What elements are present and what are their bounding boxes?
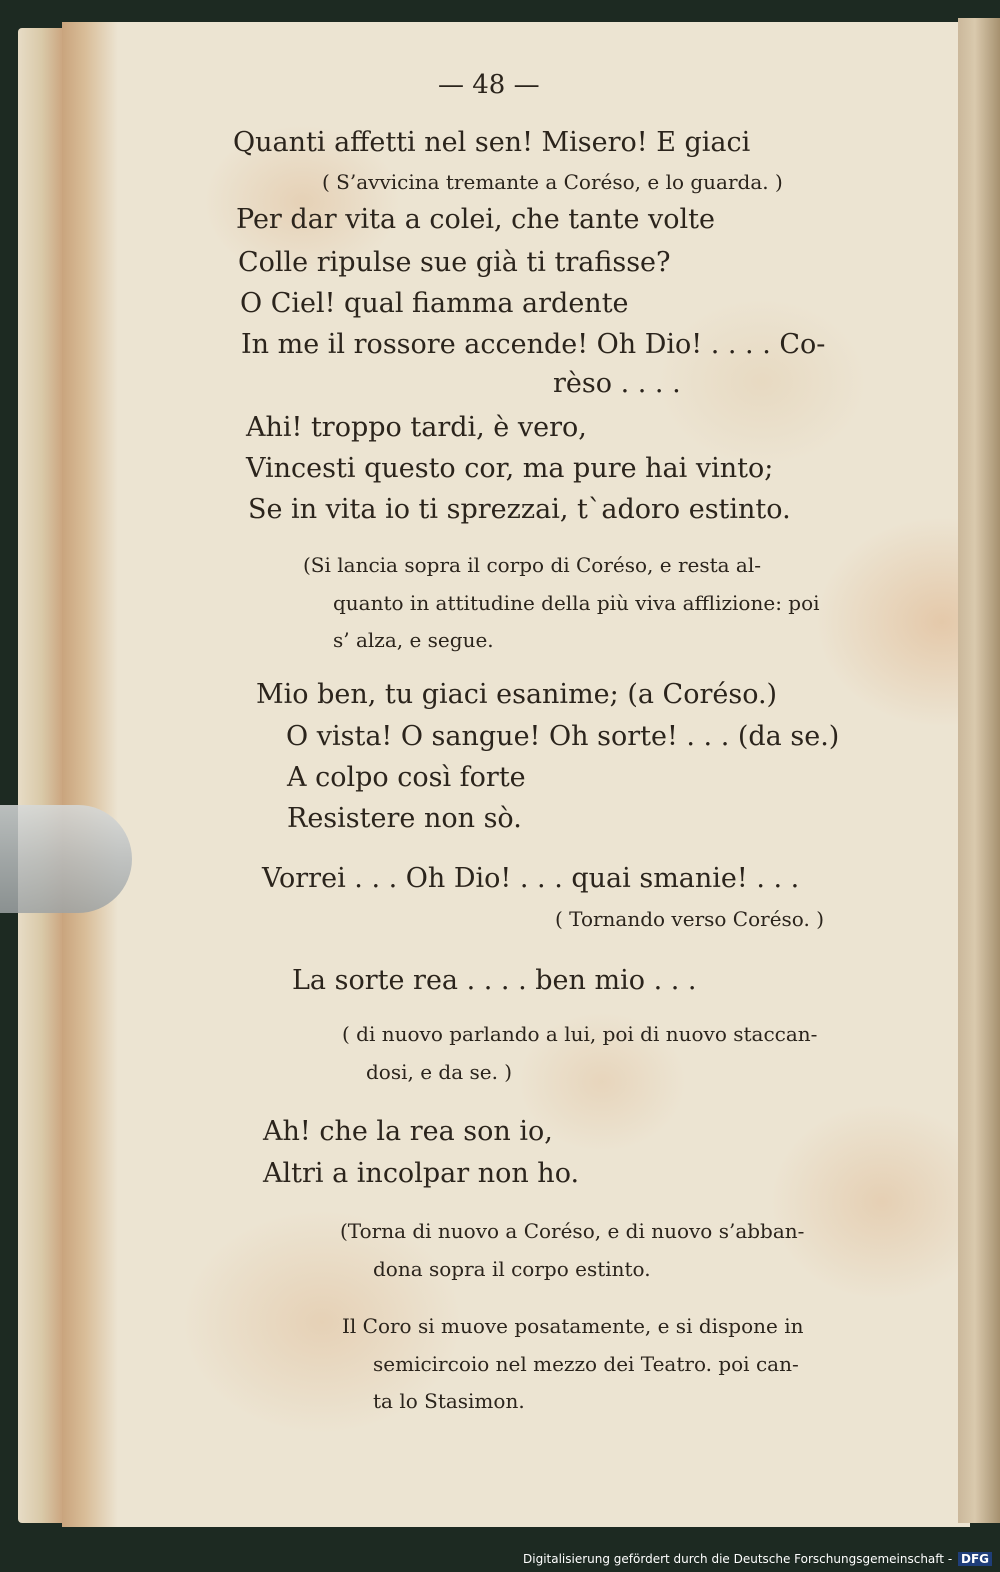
verse-line: Vincesti questo cor, ma pure hai vinto; <box>246 453 774 484</box>
stage-direction: (Si lancia sopra il corpo di Coréso, e resta al- <box>303 553 762 577</box>
page-number: — 48 — <box>438 70 540 100</box>
verse-line: La sorte rea . . . . ben mio . . . <box>292 965 697 996</box>
page-clip <box>0 805 132 913</box>
verse-line: In me il rossore accende! Oh Dio! . . . . Co- <box>241 329 826 360</box>
verse-line: O vista! O sangue! Oh sorte! . . . (da se.) <box>286 721 840 752</box>
page-gutter-shadow <box>62 22 118 1527</box>
verse-line: Ahi! troppo tardi, è vero, <box>246 412 587 443</box>
stage-direction: (Torna di nuovo a Coréso, e di nuovo s’abban- <box>340 1219 805 1243</box>
credit-text: Digitalisierung gefördert durch die Deutsche Forschungsgemeinschaft - <box>523 1552 953 1566</box>
verse-line: O Ciel! qual fiamma ardente <box>240 288 629 319</box>
verse-line: A colpo così forte <box>287 762 526 793</box>
verse-line: Mio ben, tu giaci esanime; (a Coréso.) <box>256 679 778 710</box>
stage-direction: ( Tornando verso Coréso. ) <box>555 907 825 931</box>
verse-line: Vorrei . . . Oh Dio! . . . quai smanie! . . . <box>262 863 800 894</box>
stage-direction: s’ alza, e segue. <box>333 628 494 652</box>
stage-direction: dosi, e da se. ) <box>366 1060 513 1084</box>
verse-line: Quanti affetti nel sen! Misero! E giaci <box>233 127 751 158</box>
verse-line: Resistere non sò. <box>287 803 522 834</box>
verse-line: Se in vita io ti sprezzai, t`adoro estinto. <box>248 494 791 525</box>
verse-line: rèso . . . . <box>553 368 681 399</box>
stage-direction: ( S’avvicina tremante a Coréso, e lo guarda. ) <box>322 170 783 194</box>
stage-direction: semicircoio nel mezzo dei Teatro. poi can- <box>373 1352 799 1376</box>
stage-direction: Il Coro si muove posatamente, e si dispone in <box>342 1314 804 1338</box>
right-page-edge <box>958 18 1000 1523</box>
digitization-credit <box>523 1552 992 1566</box>
stage-direction: ta lo Stasimon. <box>373 1389 525 1413</box>
dfg-logo: DFG <box>958 1552 992 1566</box>
stage-direction: quanto in attitudine della più viva afflizione: poi <box>333 591 820 615</box>
stage-direction: dona sopra il corpo estinto. <box>373 1257 651 1281</box>
verse-line: Colle ripulse sue già ti trafisse? <box>238 247 671 278</box>
verse-line: Altri a incolpar non ho. <box>263 1158 580 1189</box>
verse-line: Per dar vita a colei, che tante volte <box>236 204 715 235</box>
verse-line: Ah! che la rea son io, <box>263 1116 553 1147</box>
stage-direction: ( di nuovo parlando a lui, poi di nuovo staccan- <box>342 1022 818 1046</box>
